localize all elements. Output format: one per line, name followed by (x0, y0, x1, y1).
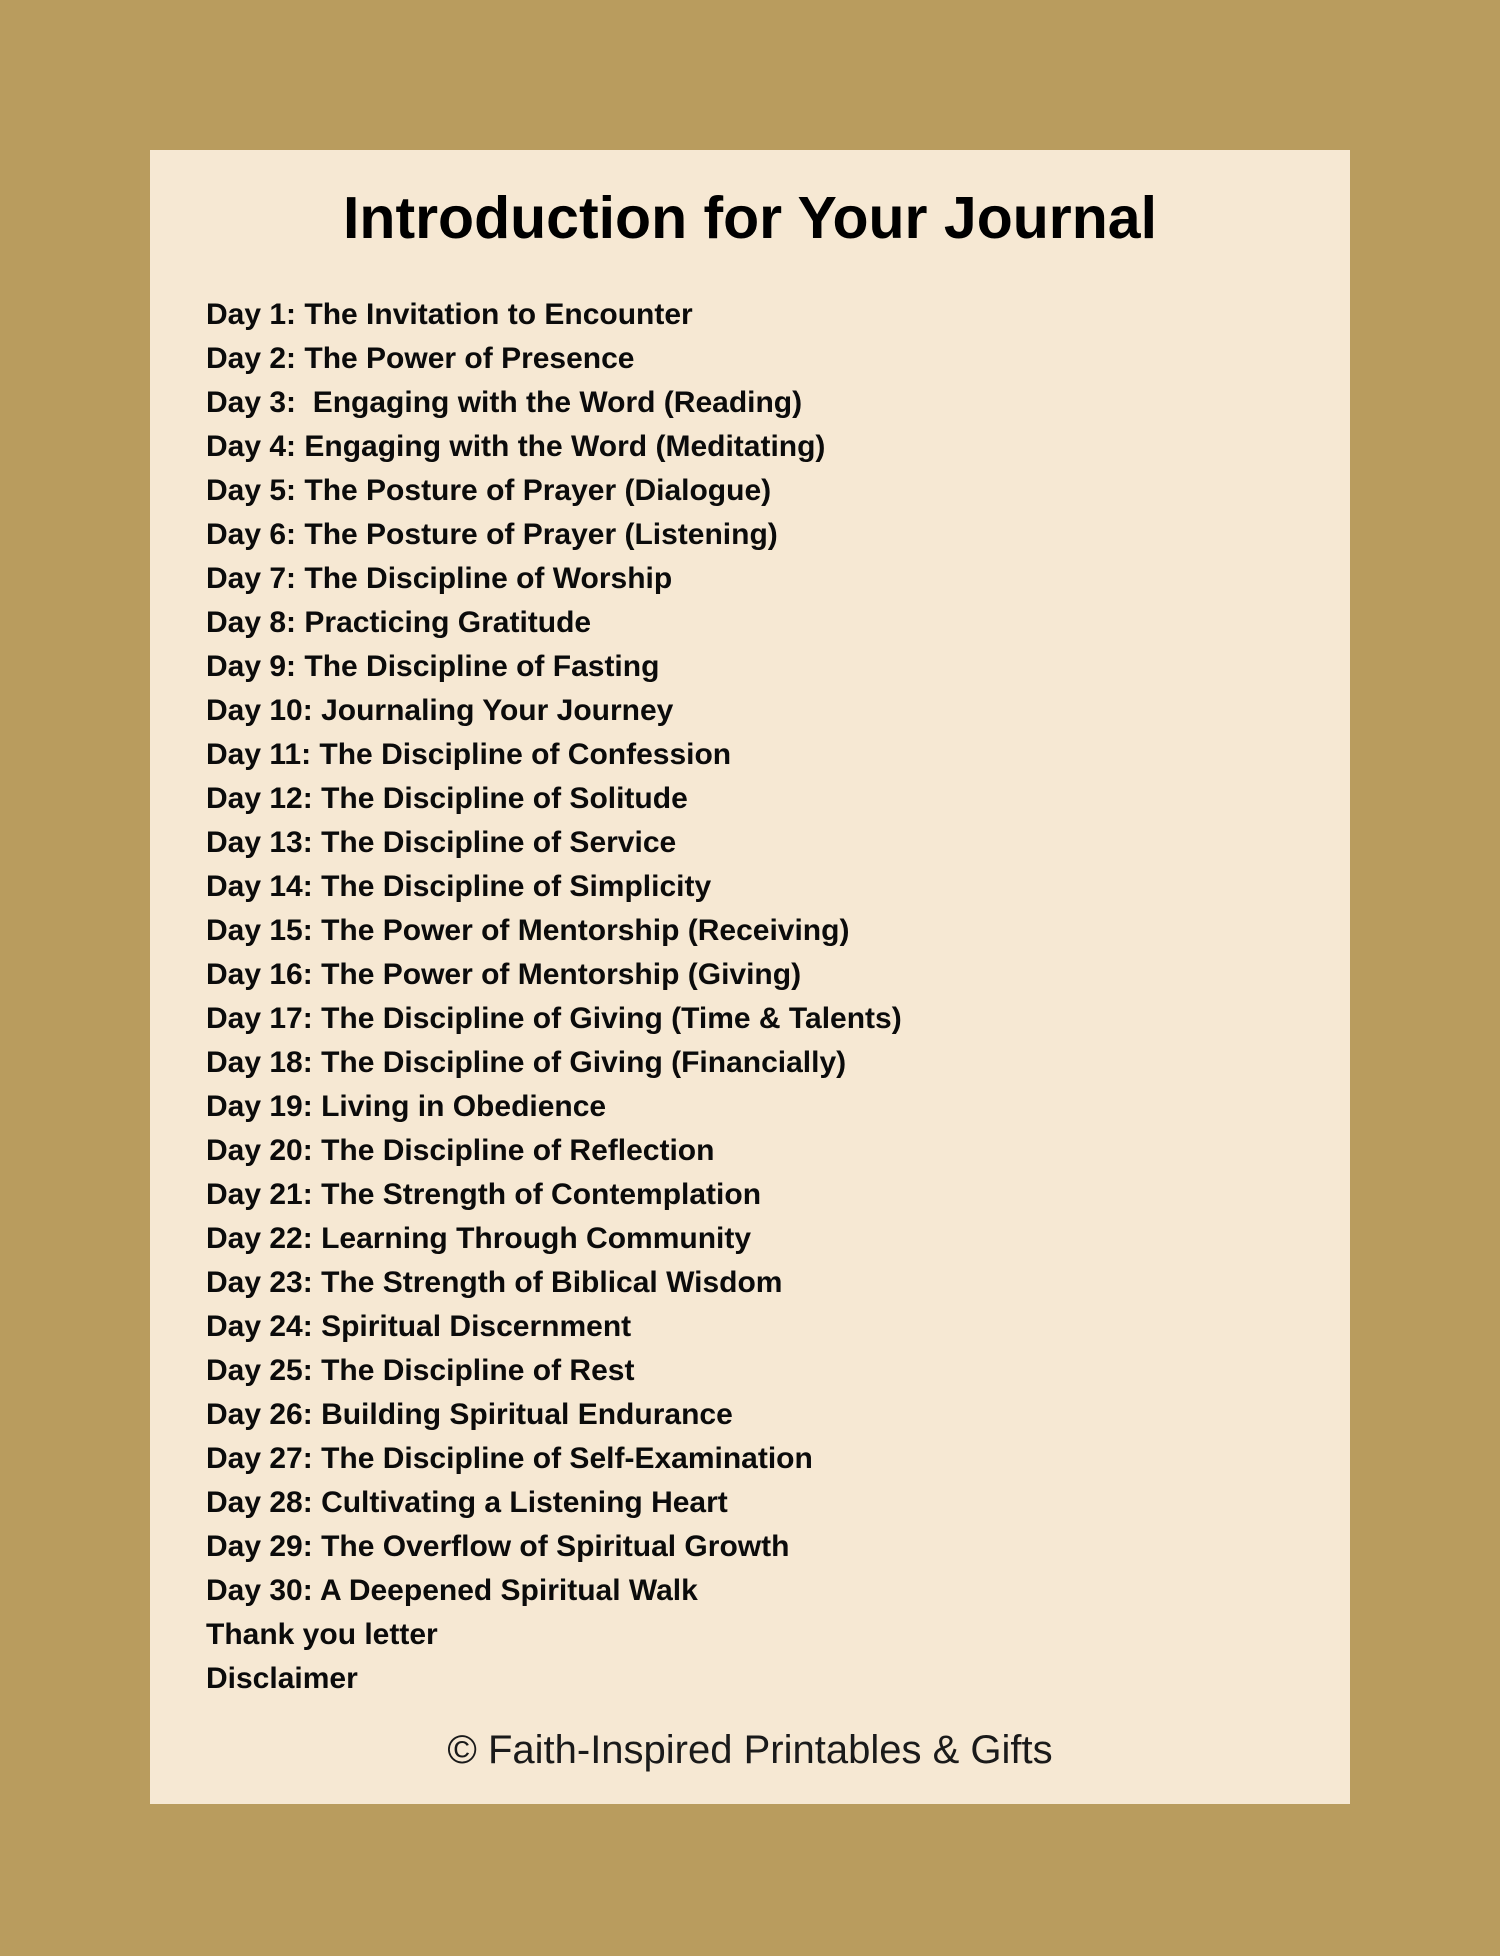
toc-item: Day 7: The Discipline of Worship (206, 562, 673, 595)
toc-item: Day 20: The Discipline of Reflection (206, 1134, 715, 1167)
toc-item: Day 26: Building Spiritual Endurance (206, 1398, 733, 1431)
table-of-contents (206, 293, 1306, 1701)
toc-item: Day 13: The Discipline of Service (206, 826, 677, 859)
toc-item: Day 21: The Strength of Contemplation (206, 1178, 762, 1211)
toc-item: Day 16: The Power of Mentorship (Giving) (206, 958, 802, 991)
toc-item: Day 3: Engaging with the Word (Reading) (206, 386, 803, 419)
toc-item: Day 17: The Discipline of Giving (Time & Talents) (206, 1002, 902, 1035)
toc-item: Day 23: The Strength of Biblical Wisdom (206, 1266, 783, 1299)
toc-item: Day 14: The Discipline of Simplicity (206, 870, 712, 903)
toc-item: Thank you letter (206, 1618, 438, 1651)
toc-item: Day 5: The Posture of Prayer (Dialogue) (206, 474, 772, 507)
page-title: Introduction for Your Journal (343, 185, 1157, 251)
toc-item: Day 18: The Discipline of Giving (Financially) (206, 1046, 847, 1079)
toc-item: Day 2: The Power of Presence (206, 342, 635, 375)
toc-item: Day 15: The Power of Mentorship (Receiving) (206, 914, 850, 947)
toc-item: Day 10: Journaling Your Journey (206, 694, 674, 727)
toc-item: Day 11: The Discipline of Confession (206, 738, 732, 771)
toc-item: Day 19: Living in Obedience (206, 1090, 607, 1123)
toc-item: Day 30: A Deepened Spiritual Walk (206, 1574, 698, 1607)
toc-item: Day 24: Spiritual Discernment (206, 1310, 632, 1343)
toc-item: Day 27: The Discipline of Self-Examination (206, 1442, 813, 1475)
journal-page (150, 150, 1350, 1804)
toc-item: Day 9: The Discipline of Fasting (206, 650, 660, 683)
toc-item: Day 1: The Invitation to Encounter (206, 298, 693, 331)
toc-item: Day 25: The Discipline of Rest (206, 1354, 635, 1387)
toc-item: Day 4: Engaging with the Word (Meditating) (206, 430, 826, 463)
toc-item: Disclaimer (206, 1662, 358, 1695)
toc-item: Day 12: The Discipline of Solitude (206, 782, 688, 815)
toc-item: Day 29: The Overflow of Spiritual Growth (206, 1530, 790, 1563)
copyright-footer: © Faith-Inspired Printables & Gifts (447, 1728, 1053, 1772)
toc-item: Day 22: Learning Through Community (206, 1222, 752, 1255)
toc-item: Day 28: Cultivating a Listening Heart (206, 1486, 728, 1519)
toc-item: Day 8: Practicing Gratitude (206, 606, 592, 639)
toc-item: Day 6: The Posture of Prayer (Listening) (206, 518, 778, 551)
